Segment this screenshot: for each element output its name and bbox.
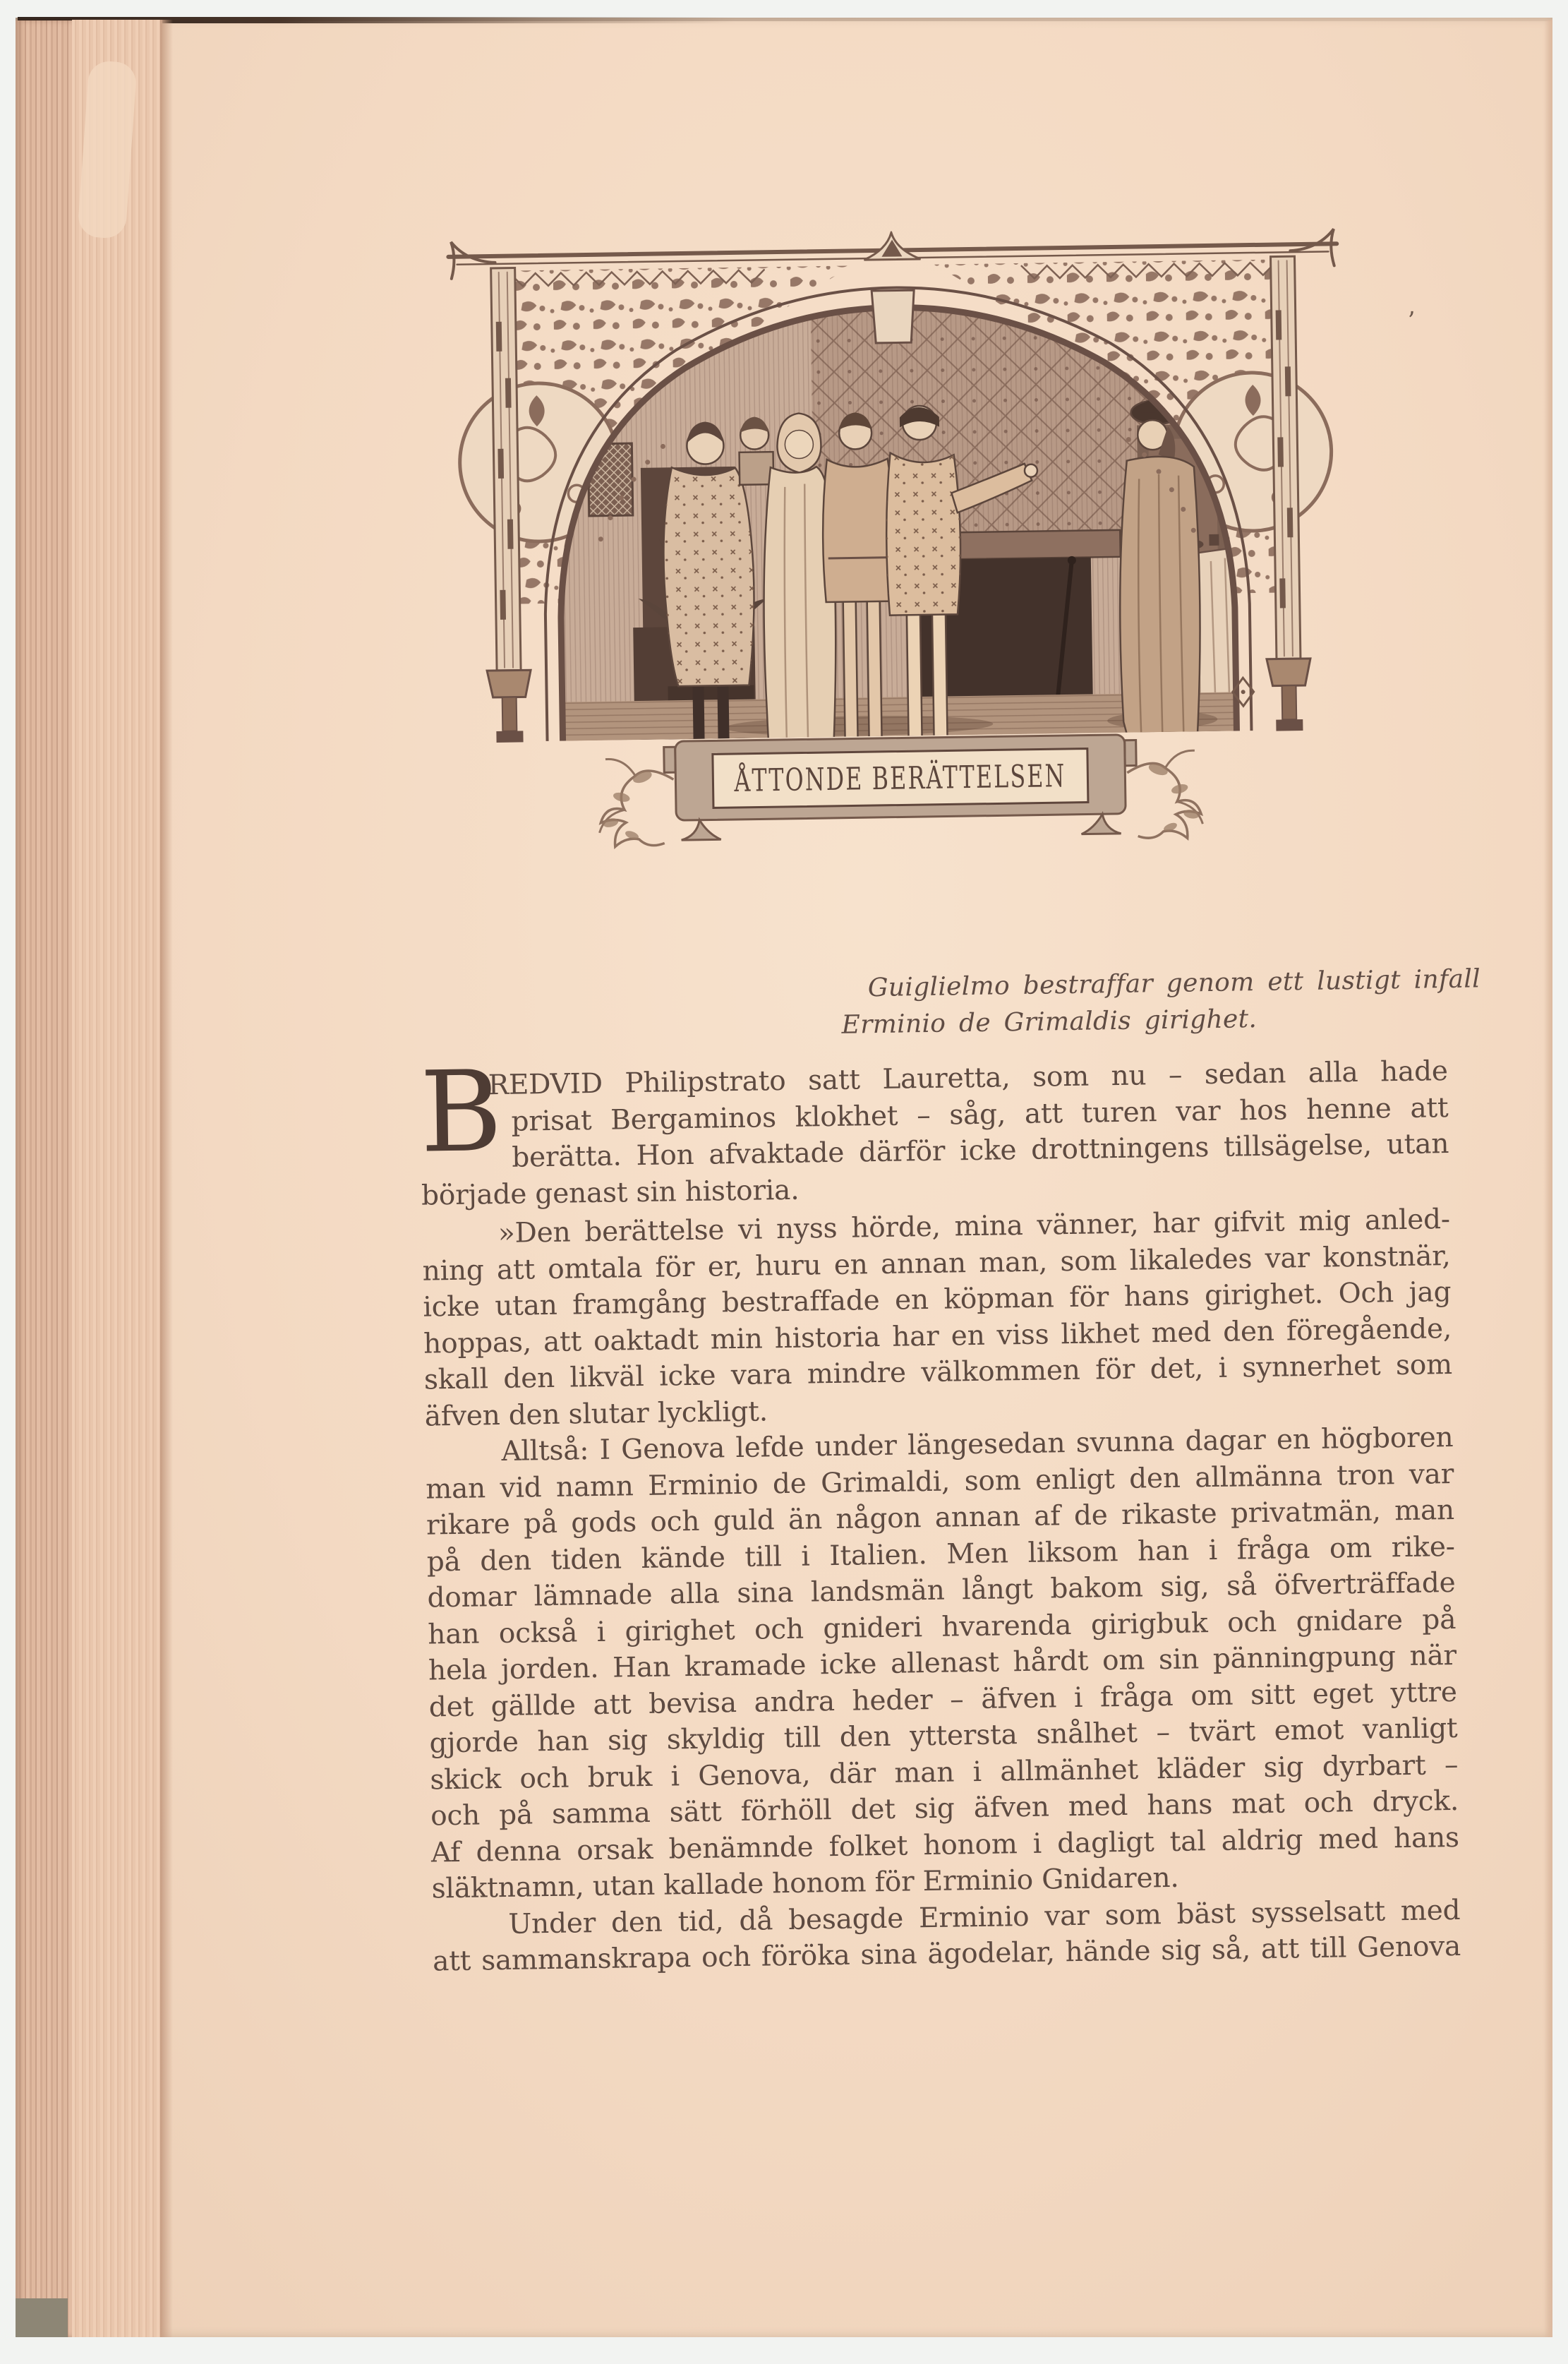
caption-line-1: Guiglielmo bestraffar genom ett lustigt infall xyxy=(867,964,1481,1003)
body-line: hoppas, att oaktadt min historia har en viss likhet med den föregående, xyxy=(423,1312,1452,1360)
corner-spike-icon xyxy=(451,241,495,279)
body-line: skall den likväl icke vara mindre välkommen för det, i synnerhet som xyxy=(423,1348,1453,1396)
body-line: han också i girighet och gnideri hvarenda girigbuk och gnidare på xyxy=(428,1603,1457,1651)
story-illustration xyxy=(428,224,1365,866)
body-line: släktnamn, utan kallade honom för Erminio Gnidaren. xyxy=(431,1861,1179,1905)
body-line: att sammanskrapa och föröka sina ägodelar, hände sig så, att till Genova xyxy=(432,1930,1461,1978)
body-line: berätta. Hon afvaktade därför icke drottningens tillsägelse, utan xyxy=(511,1128,1449,1174)
body-line: domar lämnade alla sina landsmän långt bakom sig, så öfverträffade xyxy=(427,1566,1456,1614)
body-line: hela jorden. Han kramade icke allenast hårdt om sin pänningpung när xyxy=(428,1639,1457,1687)
body-line: äfven den slutar lyckligt. xyxy=(424,1395,768,1433)
drop-cap: B xyxy=(419,1046,503,1178)
body-line: »Den berättelse vi nyss hörde, mina vänner, har gifvit mig anled- xyxy=(497,1203,1451,1250)
body-line: det gällde att bevisa andra heder – äfven i fråga om sitt eget yttre xyxy=(428,1676,1458,1724)
stray-mark: ’ xyxy=(1407,306,1416,335)
body-line: Under den tid, då besagde Erminio var som bäst sysselsatt med xyxy=(508,1894,1461,1940)
body-line: man vid namn Erminio de Grimaldi, som enligt den allmänna tron var xyxy=(425,1458,1454,1506)
body-line: REDVID Philipstrato satt Lauretta, som nu – sedan alla hade xyxy=(488,1055,1448,1102)
body-line: prisat Bergaminos klokhet – såg, att turen var hos henne att xyxy=(511,1091,1449,1138)
foliage-ornament-left xyxy=(598,758,675,847)
foliage-ornament-right xyxy=(1127,750,1203,839)
body-line: började genast sin historia. xyxy=(421,1174,800,1212)
cup-icon xyxy=(1209,534,1219,546)
keystone xyxy=(872,290,915,343)
chapter-plate-title: ÅTTONDE BERÄTTELSEN xyxy=(734,756,1195,799)
body-text xyxy=(419,1046,1461,1980)
body-line: gjorde han sig skyldig till den yttersta snålhet – tvärt emot vanligt xyxy=(429,1712,1458,1760)
body-line: ning att omtala för er, huru en annan man, som likaledes var konstnär, xyxy=(422,1240,1451,1288)
title-plate xyxy=(664,735,1195,841)
body-line: på den tiden kände till i Italien. Men liksom han i fråga om rike- xyxy=(426,1530,1455,1578)
story-illustration-svg xyxy=(428,224,1365,866)
body-line: och på samma sätt förhöll det sig äfven med hans mat och dryck. xyxy=(430,1784,1459,1832)
body-line: Alltså: I Genova lefde under längesedan svunna dagar en högboren xyxy=(501,1421,1454,1468)
body-line: Af denna orsak benämnde folket honom i dagligt tal aldrig med hans xyxy=(430,1821,1460,1869)
body-line: rikare på gods och guld än någon annan af de rikaste privatmän, man xyxy=(426,1494,1455,1542)
caption-line-2: Erminio de Grimaldis girighet. xyxy=(841,1004,1258,1040)
body-line: icke utan framgång bestraffade en köpman för hans girighet. Och jag xyxy=(423,1276,1452,1324)
body-line: skick och bruk i Genova, där man i allmänhet kläder sig dyrbart – xyxy=(430,1748,1459,1796)
corner-spike-icon xyxy=(1290,229,1334,266)
